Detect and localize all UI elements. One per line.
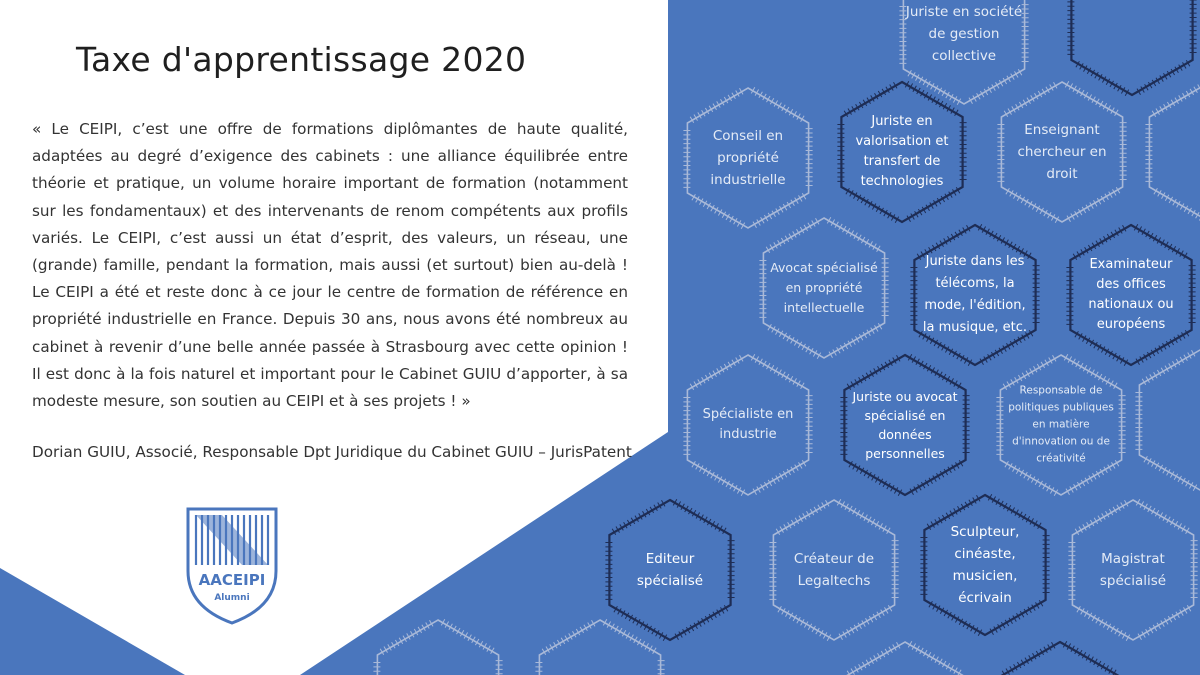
testimonial-signature: Dorian GUIU, Associé, Responsable Dpt Juridique du Cabinet GUIU – JurisPatent <box>32 443 632 461</box>
career-label: Juriste dans les télécoms, la mode, l'édition, la musique, etc. <box>922 254 1028 335</box>
career-label: Examinateur des offices nationaux ou européens <box>1088 257 1174 332</box>
bottom-left-blue-triangle <box>0 568 185 675</box>
career-label: Sculpteur, cinéaste, musicien, écrivain <box>950 524 1020 606</box>
career-label: Conseil en propriété industrielle <box>710 128 786 188</box>
career-label: Responsable de politiques publiques en matière d'innovation ou de créativité <box>1008 384 1114 465</box>
logo-name: AACEIPI <box>198 571 266 589</box>
career-label: Avocat spécialisé en propriété intellectuelle <box>770 260 878 315</box>
career-label: Juriste en valorisation et transfert de technologies <box>855 114 949 189</box>
career-label: Juriste en société de gestion collective <box>905 4 1023 64</box>
career-label: Spécialiste en industrie <box>702 407 794 442</box>
testimonial-quote: « Le CEIPI, c’est une offre de formations diplômantes de haute qualité, adaptées au degré d’exigence des cabinets : une alliance équilibrée entre théorie et pratique, un volume horaire important de formation (notamment sur les fondamentaux) et des intervenants de renom compétents aux profils variés. Le CEIPI, c’est aussi un état d’esprit, des valeurs, un réseau, une (grande) famille, pendant la formation, mais aussi (et surtout) bien au-delà ! Le CEIPI a été et reste donc à ce jour le centre de formation de référence en propriété industrielle en France. Depuis 30 ans, nous avons été nombreux au cabinet à revenir d’une belle année passée à Strasbourg avec cette opinion ! Il est donc à la fois naturel et important pour le Cabinet GUIU d’apporter, à sa modeste mesure, son soutien au CEIPI et à ses projets ! » <box>32 120 628 411</box>
career-label: Enseignant chercheur en droit <box>1017 122 1107 182</box>
career-label: Editeur spécialisé <box>636 551 704 589</box>
career-label: Juriste ou avocat spécialisé en données personnelles <box>852 389 958 461</box>
logo-subtitle: Alumni <box>214 593 250 603</box>
career-label: Créateur de Legaltechs <box>793 551 875 589</box>
career-label: Magistrat spécialisé <box>1099 551 1167 589</box>
page-title: Taxe d'apprentissage 2020 <box>76 40 527 79</box>
aaceipi-alumni-logo <box>182 503 282 627</box>
